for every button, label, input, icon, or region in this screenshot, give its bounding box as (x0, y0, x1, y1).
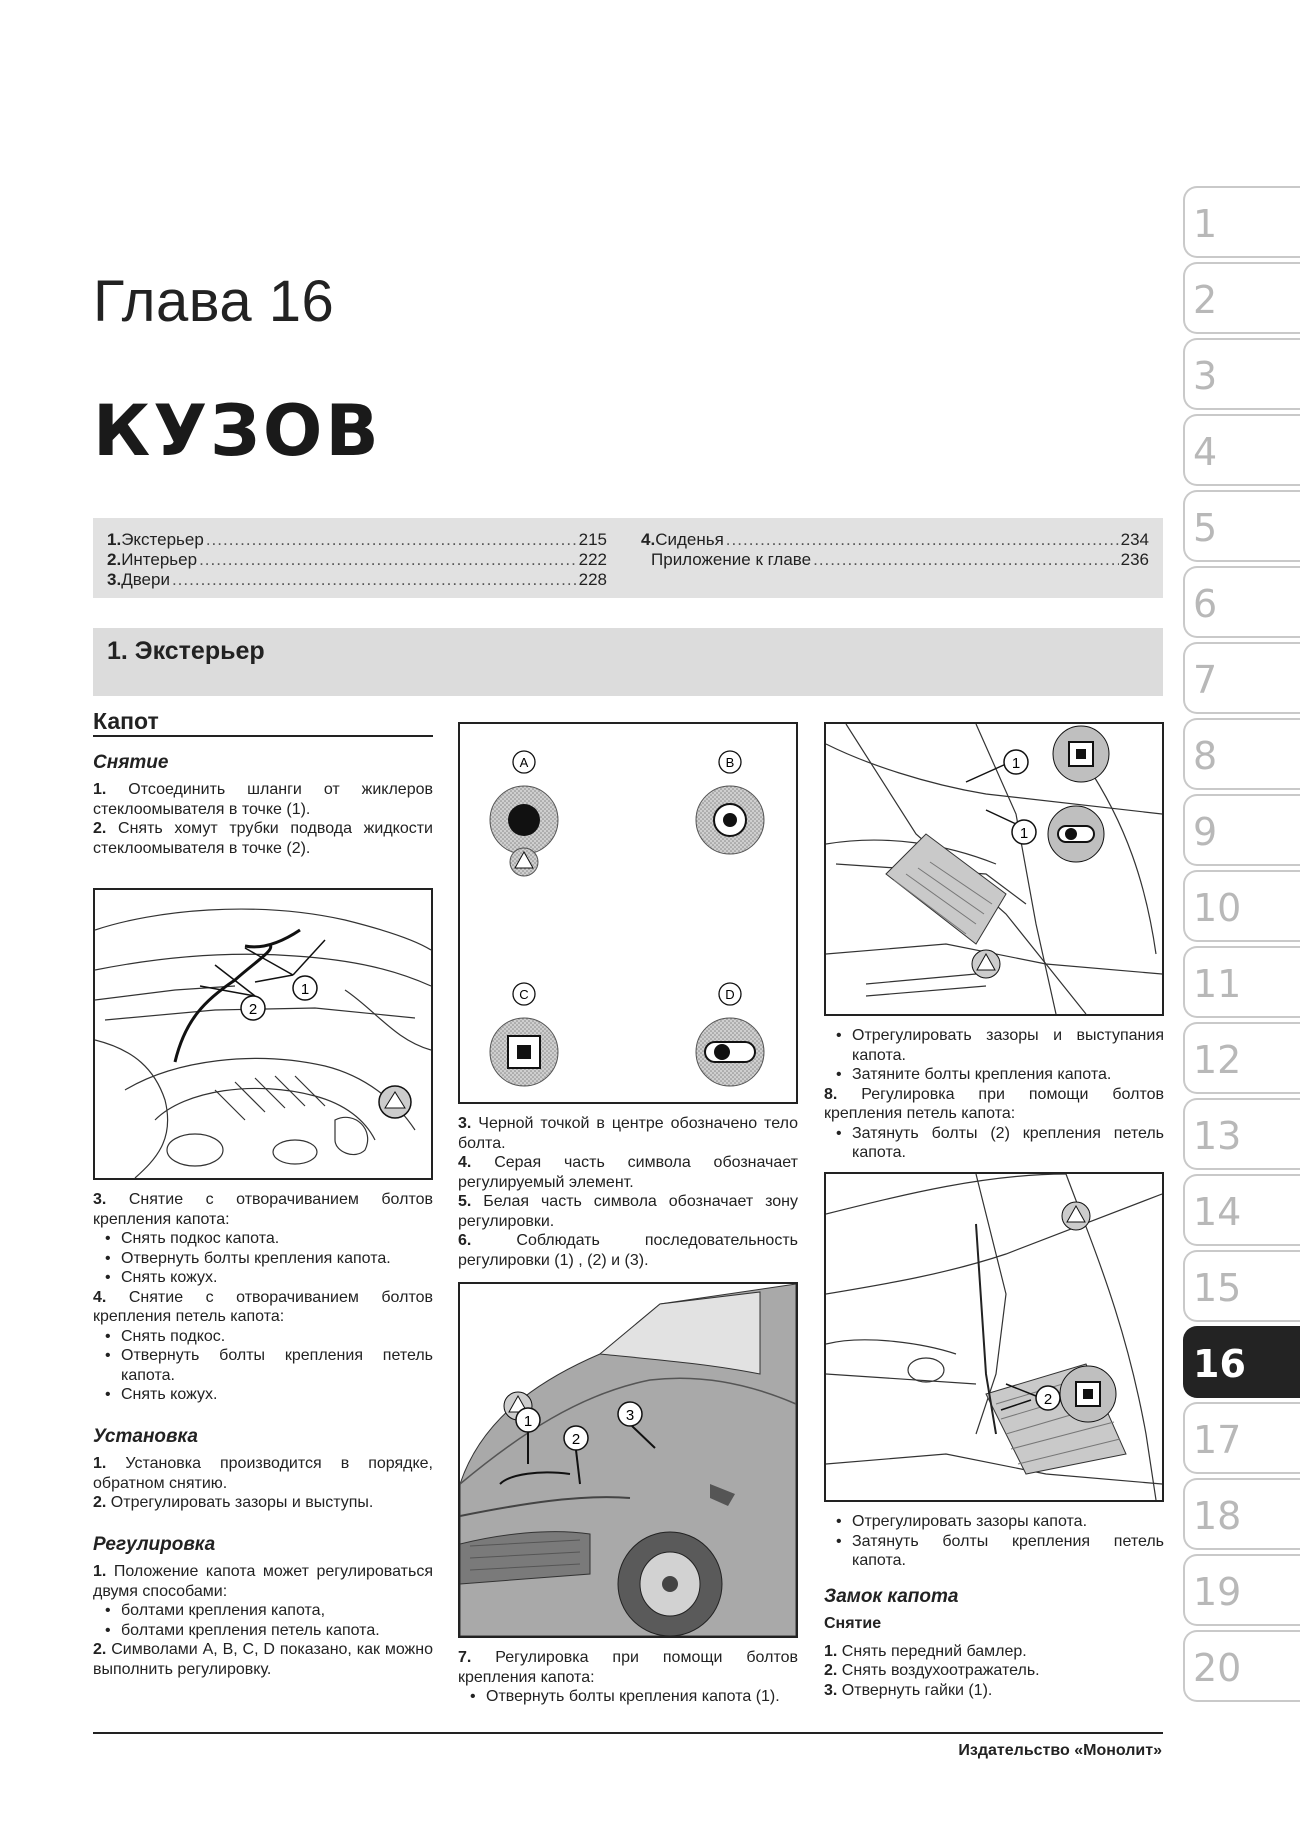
callout-2 (564, 1426, 588, 1450)
svg-text:D: D (725, 987, 735, 1002)
step-item: 2. Отрегулировать зазоры и выступы. (93, 1494, 374, 1511)
car-front-figure (458, 1282, 798, 1638)
callout-2 (1036, 1386, 1060, 1410)
chapter-tab[interactable]: 15 (1183, 1250, 1300, 1322)
column-2-bottom (458, 1648, 798, 1707)
step-item: 1. Установка производится в порядке, обратном снятию. (93, 1455, 433, 1492)
bolt-symbol-icon (1048, 806, 1104, 862)
engine-bay-drawing (95, 890, 431, 1178)
chapter-tab[interactable]: 17 (1183, 1402, 1300, 1474)
chapter-tab[interactable]: 20 (1183, 1630, 1300, 1702)
step-item: 2. Символами A, B, C, D показано, как можно выполнить регулировку. (93, 1641, 433, 1678)
column-3-bottom (824, 1512, 1164, 1700)
toc-entry: 2. Интерьер ..... 222 (107, 550, 607, 570)
step-item: 4. Снятие с отворачиванием болтов крепления петель капота: (93, 1288, 433, 1325)
hood-hinge-figure-2 (824, 1172, 1164, 1502)
removal-heading: Снятие (93, 751, 169, 773)
bullet-item: • Затянуть болты (2) крепления петель капота. (824, 1124, 1164, 1163)
chapter-tab[interactable]: 3 (1183, 338, 1300, 410)
section-header (93, 628, 1163, 696)
toc-entry: 4. Сиденья ..... 234 (641, 530, 1149, 550)
chapter-title: КУЗОВ (93, 390, 382, 472)
column-3-mid (824, 1026, 1164, 1163)
step-item: 5. Белая часть символа обозначает зону регулировки. (458, 1193, 798, 1230)
svg-text:B: B (725, 755, 735, 770)
bullet-item: • Отрегулировать зазоры и выступания капота. (824, 1026, 1164, 1065)
step-item: 8. Регулировка при помощи болтов крепления петель капота: (824, 1085, 1164, 1122)
adjustment-symbol-icon (1062, 1202, 1090, 1230)
step-item: 2. Снять хомут трубки подвода жидкости стеклоомывателя в точке (2). (93, 820, 433, 857)
callout-3 (618, 1402, 642, 1426)
publisher-footer: Издательство «Монолит» (958, 1742, 1162, 1759)
chapter-tab[interactable]: 5 (1183, 490, 1300, 562)
install-heading: Установка (93, 1425, 198, 1447)
bolt-symbol-icon (1053, 726, 1109, 782)
bolt-symbol-icon (1060, 1366, 1116, 1422)
chapter-tab[interactable]: 6 (1183, 566, 1300, 638)
bullet-item: • Отвернуть болты крепления петель капота. (93, 1346, 433, 1385)
chapter-tab-active[interactable]: 16 (1183, 1326, 1300, 1398)
step-item: 3. Черной точкой в центре обозначено тело болта. (458, 1115, 798, 1152)
svg-text:1: 1 (523, 1413, 533, 1430)
step-item: 3. Отвернуть гайки (1). (824, 1681, 993, 1699)
chapter-tab[interactable]: 11 (1183, 946, 1300, 1018)
adjustment-symbol-icon (972, 950, 1000, 978)
bullet-item: • Отвернуть болты крепления капота. (93, 1249, 433, 1269)
step-item: 3. Снятие с отворачиванием болтов крепления капота: (93, 1191, 433, 1228)
chapter-tab[interactable]: 10 (1183, 870, 1300, 942)
footer-rule (93, 1732, 1163, 1734)
chapter-tab[interactable]: 1 (1183, 186, 1300, 258)
chapter-tab[interactable]: 7 (1183, 642, 1300, 714)
chapter-tab[interactable]: 14 (1183, 1174, 1300, 1246)
bullet-item: • Снять подкос. (93, 1327, 433, 1347)
chapter-tab[interactable]: 13 (1183, 1098, 1300, 1170)
chapter-tab[interactable]: 18 (1183, 1478, 1300, 1550)
bullet-item: • Снять подкос капота. (93, 1229, 433, 1249)
symbol-a (490, 751, 558, 876)
subsection-heading: Капот (93, 712, 433, 737)
svg-text:1: 1 (1019, 825, 1029, 842)
symbol-b (696, 751, 764, 854)
callout-2 (241, 996, 265, 1020)
removal-heading: Снятие (824, 1615, 882, 1632)
bullet-item: • Затяните болты крепления капота. (824, 1065, 1164, 1085)
callout-1 (1012, 820, 1036, 844)
toc-entry: 3. Двери ..... 228 (107, 570, 607, 590)
column-1-top (93, 708, 433, 858)
svg-text:2: 2 (571, 1431, 581, 1448)
step-item: 1. Снять передний бамлер. (824, 1642, 1027, 1660)
column-2-top (458, 1114, 798, 1270)
svg-text:C: C (519, 987, 529, 1002)
step-item: 7. Регулировка при помощи болтов крепления капота: (458, 1649, 798, 1686)
bullet-item: • Отрегулировать зазоры капота. (824, 1512, 1164, 1532)
adjustment-symbol-icon (379, 1086, 411, 1118)
bullet-item: • Отвернуть болты крепления капота (1). (458, 1687, 798, 1707)
svg-text:2: 2 (1043, 1391, 1053, 1408)
step-item: 2. Снять воздухоотражатель. (824, 1662, 1040, 1679)
symbol-d (696, 983, 764, 1086)
chapter-tab[interactable]: 9 (1183, 794, 1300, 866)
chapter-number: Глава 16 (93, 269, 335, 334)
svg-text:1: 1 (300, 981, 310, 998)
toc-entry: Приложение к главе ..... 236 (641, 550, 1149, 570)
callout-1 (516, 1408, 540, 1432)
chapter-tab[interactable]: 2 (1183, 262, 1300, 334)
adjust-heading: Регулировка (93, 1533, 216, 1555)
chapter-tab[interactable]: 4 (1183, 414, 1300, 486)
section-title: 1. Экстерьер (107, 637, 265, 665)
bullet-item: • Затянуть болты крепления петель капота. (824, 1532, 1164, 1571)
svg-text:1: 1 (1011, 755, 1021, 772)
engine-bay-figure (93, 888, 433, 1180)
svg-text:2: 2 (248, 1001, 258, 1018)
column-1-bottom (93, 1190, 433, 1679)
hood-hinge-figure-1 (824, 722, 1164, 1016)
adjustment-symbols-figure (458, 722, 798, 1104)
toc-entry: 1. Экстерьер ..... 215 (107, 530, 607, 550)
svg-text:A: A (519, 755, 529, 770)
symbol-c (490, 983, 558, 1086)
bullet-item: • болтами крепления петель капота. (93, 1621, 433, 1641)
step-item: 6. Соблюдать последовательность регулировки (1) , (2) и (3). (458, 1232, 798, 1269)
bullet-item: • болтами крепления капота, (93, 1601, 433, 1621)
hood-lock-heading: Замок капота (824, 1585, 959, 1607)
step-item: 4. Серая часть символа обозначает регулируемый элемент. (458, 1154, 798, 1191)
chapter-tab[interactable]: 12 (1183, 1022, 1300, 1094)
svg-text:3: 3 (625, 1407, 635, 1424)
chapter-tab[interactable]: 8 (1183, 718, 1300, 790)
step-item: 1. Положение капота может регулироваться двумя способами: (93, 1563, 433, 1600)
chapter-tab[interactable]: 19 (1183, 1554, 1300, 1626)
callout-1 (1004, 750, 1028, 774)
bullet-item: • Снять кожух. (93, 1385, 433, 1405)
callout-1 (293, 976, 317, 1000)
step-item: 1. Отсоединить шланги от жиклеров стеклоомывателя в точке (1). (93, 781, 433, 818)
bullet-item: • Снять кожух. (93, 1268, 433, 1288)
chapter-contents (93, 518, 1163, 598)
